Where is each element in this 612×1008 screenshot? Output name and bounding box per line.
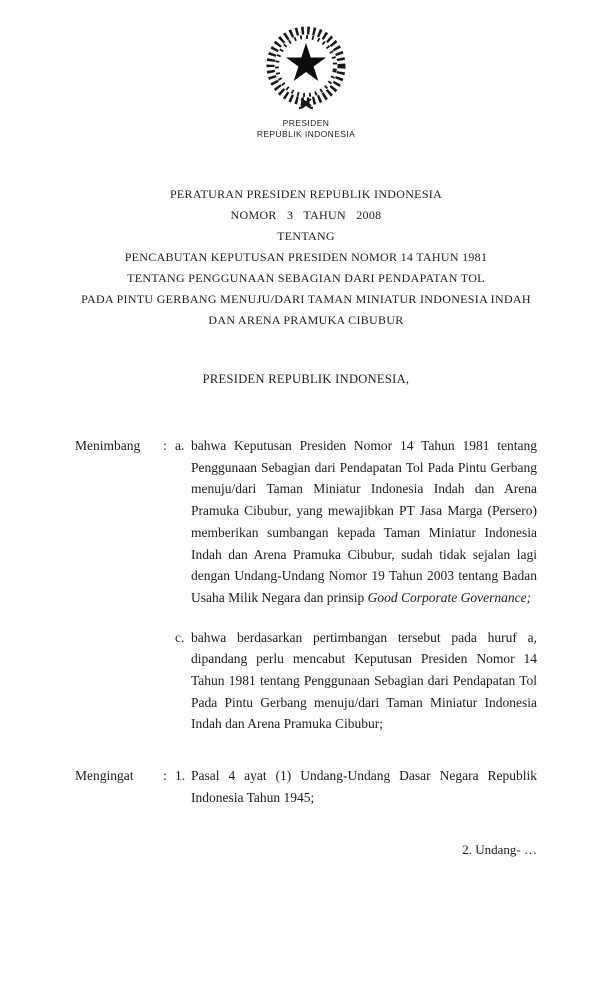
regulation-title	[0, 184, 612, 331]
presidential-emblem-icon	[258, 26, 354, 110]
mengingat-colon: :	[163, 768, 167, 784]
item-text	[191, 765, 537, 808]
menimbang-section	[75, 435, 537, 735]
title-line-penggunaan: TENTANG PENGGUNAAN SEBAGIAN DARI PENDAPATAN TOL	[127, 271, 485, 285]
item-text-run: bahwa berdasarkan pertimbangan tersebut pada huruf a, dipandang perlu mencabut Keputusan Presiden Nomor 14 Tahun 1981 tentang Penggunaan Sebagian dari Pendapatan Tol Pada Pintu Gerbang menuju/dari Taman Miniatur Indonesia Indah dan Arena Pramuka Cibubur;	[191, 629, 537, 732]
salutation: PRESIDEN REPUBLIK INDONESIA,	[202, 372, 410, 386]
item-marker: c.	[175, 629, 185, 645]
document-body	[0, 435, 612, 809]
item-marker: 1.	[175, 768, 186, 784]
menimbang-items	[175, 435, 537, 735]
title-line-pencabutan: PENCABUTAN KEPUTUSAN PRESIDEN NOMOR 14 TAHUN 1981	[124, 250, 488, 264]
item-text-run: Pasal 4 ayat (1) Undang-Undang Dasar Negara Republik Indonesia Tahun 1945;	[191, 768, 537, 805]
item-text	[191, 627, 537, 736]
title-line-nomor: NOMOR 3 TAHUN 2008	[230, 208, 382, 222]
mengingat-items	[175, 765, 537, 808]
masthead	[0, 0, 612, 140]
mengingat-item-1	[175, 765, 537, 808]
item-marker: a.	[175, 438, 185, 453]
title-line-peraturan: PERATURAN PRESIDEN REPUBLIK INDONESIA	[169, 187, 443, 201]
masthead-text	[0, 118, 612, 140]
title-line-pintu-gerbang: PADA PINTU GERBANG MENUJU/DARI TAMAN MINIATUR INDONESIA INDAH	[81, 292, 531, 306]
mengingat-section	[75, 765, 537, 808]
menimbang-item-c	[175, 627, 537, 736]
menimbang-item-a	[175, 435, 537, 609]
item-text	[191, 435, 537, 609]
masthead-line-presiden: PRESIDEN	[282, 118, 330, 128]
title-line-arena-pramuka: DAN ARENA PRAMUKA CIBUBUR	[208, 313, 404, 327]
catchword: 2. Undang- …	[462, 842, 537, 857]
mengingat-label: Mengingat	[75, 768, 134, 784]
masthead-line-republik: REPUBLIK INDONESIA	[256, 129, 356, 139]
star-icon	[286, 43, 326, 81]
item-text-italic: Good Corporate Governance;	[367, 589, 532, 605]
item-text-run: bahwa Keputusan Presiden Nomor 14 Tahun 1981 tentang Penggunaan Sebagian dari Pendapatan Tol Pada Pintu Gerbang menuju/dari Taman Miniatur Indonesia Indah dan Arena Pramuka Cibubur, yang mewajibkan PT Jasa Marga (Persero) memberikan sumbangan kepada Taman Miniatur Indonesia Indah dan Arena Pramuka Cibubur, sudah tidak sejalan lagi dengan Undang-Undang Nomor 19 Tahun 2003 tentang Badan Usaha Milik Negara dan prinsip	[191, 438, 537, 605]
menimbang-colon: :	[163, 438, 167, 453]
title-line-tentang: TENTANG	[277, 229, 335, 243]
menimbang-label: Menimbang	[75, 438, 141, 453]
